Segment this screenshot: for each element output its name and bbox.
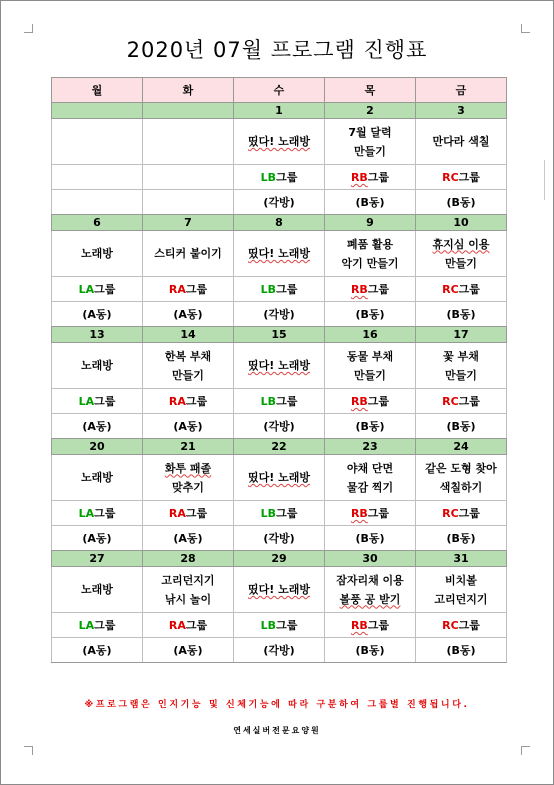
activity-cell bbox=[325, 455, 416, 501]
group-row bbox=[52, 389, 507, 414]
group-label bbox=[351, 507, 389, 520]
weekday-header: 화 bbox=[143, 78, 234, 103]
group-suffix: 그룹 bbox=[367, 619, 390, 632]
date-cell: 24 bbox=[416, 439, 507, 455]
activity-cell bbox=[416, 343, 507, 389]
group-label bbox=[261, 507, 298, 520]
group-code: RB bbox=[350, 507, 368, 520]
location-cell: (A동) bbox=[52, 302, 143, 327]
activity-line: 휴지심 이용 bbox=[432, 237, 490, 251]
activity-cell bbox=[143, 455, 234, 501]
activity-line: 볼풍 공 받기 bbox=[339, 592, 401, 606]
group-cell bbox=[52, 389, 143, 414]
group-code: RC bbox=[442, 283, 459, 296]
activity-cell bbox=[52, 567, 143, 613]
activity-cell bbox=[234, 343, 325, 389]
group-cell bbox=[234, 165, 325, 190]
activity-line: 낚시 놀이 bbox=[164, 592, 212, 606]
activity-cell bbox=[52, 119, 143, 165]
location-cell: (A동) bbox=[143, 526, 234, 551]
activity-cell bbox=[234, 455, 325, 501]
group-suffix: 그룹 bbox=[458, 507, 480, 520]
activity-cell bbox=[234, 567, 325, 613]
group-label bbox=[351, 619, 389, 632]
group-label bbox=[351, 171, 389, 184]
group-code: RB bbox=[350, 619, 368, 632]
activity-line: 띴다! 노래방 bbox=[248, 247, 310, 260]
footer-institution: 연세실버전문요양원 bbox=[233, 726, 321, 735]
location-cell: (A동) bbox=[52, 638, 143, 663]
margin-corner-mark bbox=[521, 24, 530, 33]
location-cell: (각방) bbox=[234, 302, 325, 327]
group-code: RA bbox=[168, 619, 186, 632]
group-label bbox=[442, 395, 480, 408]
date-cell: 17 bbox=[416, 327, 507, 343]
group-suffix: 그룹 bbox=[367, 507, 390, 520]
activity-line: 화투 패졸 bbox=[164, 461, 212, 475]
group-suffix: 그룹 bbox=[276, 171, 298, 184]
margin-corner-mark bbox=[24, 746, 33, 755]
group-code: RC bbox=[442, 171, 459, 184]
activity-cell bbox=[234, 119, 325, 165]
date-cell: 23 bbox=[325, 439, 416, 455]
activity-line: 만들기 bbox=[172, 368, 204, 382]
date-row bbox=[52, 215, 507, 231]
schedule-body bbox=[52, 103, 507, 663]
activity-line: 만들기 bbox=[354, 144, 386, 158]
activity-line: 띴다! 노래방 bbox=[248, 135, 310, 148]
location-cell: (B동) bbox=[325, 302, 416, 327]
activity-line: 만다라 색칠 bbox=[432, 135, 490, 148]
group-cell bbox=[234, 277, 325, 302]
activity-cell bbox=[52, 455, 143, 501]
weekday-header: 목 bbox=[325, 78, 416, 103]
group-cell bbox=[143, 501, 234, 526]
location-cell: (A동) bbox=[143, 414, 234, 439]
location-row bbox=[52, 302, 507, 327]
location-cell: (각방) bbox=[234, 526, 325, 551]
group-suffix: 그룹 bbox=[458, 395, 480, 408]
group-code: LA bbox=[78, 395, 95, 408]
location-cell: (B동) bbox=[325, 414, 416, 439]
location-row bbox=[52, 414, 507, 439]
schedule-table bbox=[51, 77, 507, 663]
group-code: LB bbox=[260, 619, 277, 632]
activity-line: 만들기 bbox=[445, 368, 477, 382]
activity-line: 7월 달력 bbox=[348, 125, 392, 139]
group-cell bbox=[52, 165, 143, 190]
group-suffix: 그룹 bbox=[276, 507, 298, 520]
date-cell: 15 bbox=[234, 327, 325, 343]
group-suffix: 그룹 bbox=[458, 171, 480, 184]
location-cell bbox=[143, 190, 234, 215]
location-cell: (A동) bbox=[52, 526, 143, 551]
date-cell bbox=[143, 103, 234, 119]
activity-line: 만들기 bbox=[445, 256, 477, 270]
group-cell bbox=[234, 389, 325, 414]
location-cell: (각방) bbox=[234, 414, 325, 439]
group-code: LB bbox=[260, 507, 277, 520]
group-label bbox=[261, 395, 298, 408]
group-cell bbox=[143, 389, 234, 414]
activity-cell bbox=[325, 567, 416, 613]
group-row bbox=[52, 277, 507, 302]
date-cell: 6 bbox=[52, 215, 143, 231]
group-suffix: 그룹 bbox=[185, 619, 208, 632]
date-cell: 21 bbox=[143, 439, 234, 455]
group-code: LB bbox=[260, 395, 277, 408]
location-row bbox=[52, 638, 507, 663]
location-cell: (B동) bbox=[416, 526, 507, 551]
group-code: RA bbox=[168, 395, 186, 408]
group-code: RB bbox=[350, 283, 368, 296]
group-row bbox=[52, 501, 507, 526]
group-code: RA bbox=[168, 283, 186, 296]
activity-line: 한복 부채 bbox=[164, 349, 212, 363]
date-cell: 10 bbox=[416, 215, 507, 231]
group-label bbox=[79, 283, 116, 296]
group-suffix: 그룹 bbox=[94, 395, 116, 408]
date-cell: 8 bbox=[234, 215, 325, 231]
weekday-header: 금 bbox=[416, 78, 507, 103]
activity-line: 노래방 bbox=[81, 247, 113, 260]
group-cell bbox=[416, 389, 507, 414]
activity-line: 노래방 bbox=[81, 471, 113, 484]
date-cell: 13 bbox=[52, 327, 143, 343]
location-row bbox=[52, 526, 507, 551]
location-cell: (A동) bbox=[143, 638, 234, 663]
activity-line: 악기 만들기 bbox=[341, 256, 399, 270]
group-label bbox=[79, 395, 116, 408]
group-suffix: 그룹 bbox=[185, 283, 208, 296]
activity-line: 꽃 부채 bbox=[443, 349, 479, 363]
activity-row bbox=[52, 119, 507, 165]
group-cell bbox=[325, 501, 416, 526]
date-cell: 16 bbox=[325, 327, 416, 343]
group-cell bbox=[52, 277, 143, 302]
activity-line: 동물 부채 bbox=[346, 349, 394, 363]
footnote: ※프로그램은 인지기능 및 신체기능에 따라 구분하여 그룹별 진행됩니다. bbox=[84, 700, 470, 710]
activity-line: 띴다! 노래방 bbox=[248, 359, 310, 372]
activity-line: 띴다! 노래방 bbox=[248, 471, 310, 484]
group-suffix: 그룹 bbox=[94, 283, 116, 296]
group-suffix: 그룹 bbox=[185, 507, 208, 520]
date-cell: 9 bbox=[325, 215, 416, 231]
group-label bbox=[79, 619, 116, 632]
group-cell bbox=[325, 389, 416, 414]
date-cell: 20 bbox=[52, 439, 143, 455]
group-code: RC bbox=[442, 507, 459, 520]
group-cell bbox=[416, 613, 507, 638]
activity-line: 노래방 bbox=[81, 359, 113, 372]
weekday-header: 수 bbox=[234, 78, 325, 103]
group-suffix: 그룹 bbox=[367, 395, 390, 408]
group-cell bbox=[143, 277, 234, 302]
activity-cell bbox=[143, 343, 234, 389]
date-row bbox=[52, 103, 507, 119]
activity-line: 스티커 붙이기 bbox=[154, 247, 222, 260]
activity-cell bbox=[325, 343, 416, 389]
group-code: LB bbox=[260, 283, 277, 296]
activity-line: 색칠하기 bbox=[439, 480, 483, 494]
group-label bbox=[442, 507, 480, 520]
activity-line: 고리던지기 bbox=[161, 573, 215, 587]
group-code: LA bbox=[78, 619, 95, 632]
group-cell bbox=[143, 165, 234, 190]
margin-corner-mark bbox=[24, 24, 33, 33]
group-label bbox=[442, 283, 480, 296]
location-cell: (B동) bbox=[325, 638, 416, 663]
group-cell bbox=[325, 613, 416, 638]
location-cell: (B동) bbox=[416, 190, 507, 215]
location-cell: (B동) bbox=[416, 638, 507, 663]
group-suffix: 그룹 bbox=[458, 619, 480, 632]
group-cell bbox=[325, 277, 416, 302]
activity-line: 고리던지기 bbox=[434, 592, 488, 606]
group-cell bbox=[234, 501, 325, 526]
location-cell: (B동) bbox=[325, 526, 416, 551]
date-cell: 7 bbox=[143, 215, 234, 231]
location-cell: (A동) bbox=[143, 302, 234, 327]
date-cell bbox=[52, 103, 143, 119]
group-code: LA bbox=[78, 507, 95, 520]
date-cell: 31 bbox=[416, 551, 507, 567]
activity-cell bbox=[52, 231, 143, 277]
date-cell: 14 bbox=[143, 327, 234, 343]
activity-cell bbox=[143, 119, 234, 165]
group-label bbox=[351, 395, 389, 408]
activity-cell bbox=[416, 119, 507, 165]
group-suffix: 그룹 bbox=[185, 395, 208, 408]
date-cell: 30 bbox=[325, 551, 416, 567]
group-suffix: 그룹 bbox=[94, 507, 116, 520]
group-code: RB bbox=[350, 395, 368, 408]
group-label bbox=[442, 171, 480, 184]
group-label bbox=[261, 171, 298, 184]
group-code: RA bbox=[168, 507, 186, 520]
activity-row bbox=[52, 567, 507, 613]
activity-cell bbox=[416, 567, 507, 613]
location-row bbox=[52, 190, 507, 215]
activity-cell bbox=[234, 231, 325, 277]
group-cell bbox=[416, 501, 507, 526]
date-row bbox=[52, 439, 507, 455]
weekday-header-row bbox=[52, 78, 507, 103]
group-cell bbox=[143, 613, 234, 638]
group-cell bbox=[416, 277, 507, 302]
date-row bbox=[52, 551, 507, 567]
date-row bbox=[52, 327, 507, 343]
group-cell bbox=[325, 165, 416, 190]
activity-cell bbox=[416, 455, 507, 501]
activity-cell bbox=[143, 231, 234, 277]
activity-line: 잠자리채 이용 bbox=[336, 573, 404, 587]
activity-cell bbox=[143, 567, 234, 613]
activity-line: 만들기 bbox=[354, 368, 386, 382]
group-code: RB bbox=[350, 171, 368, 184]
group-suffix: 그룹 bbox=[276, 283, 298, 296]
group-label bbox=[261, 283, 298, 296]
group-code: LA bbox=[78, 283, 95, 296]
activity-line: 물감 찍기 bbox=[346, 480, 394, 494]
weekday-header: 월 bbox=[52, 78, 143, 103]
group-cell bbox=[416, 165, 507, 190]
group-suffix: 그룹 bbox=[276, 619, 298, 632]
activity-row bbox=[52, 231, 507, 277]
group-label bbox=[169, 283, 207, 296]
date-cell: 29 bbox=[234, 551, 325, 567]
group-suffix: 그룹 bbox=[276, 395, 298, 408]
scroll-edge bbox=[544, 160, 545, 200]
group-suffix: 그룹 bbox=[94, 619, 116, 632]
location-cell: (각방) bbox=[234, 190, 325, 215]
date-cell: 28 bbox=[143, 551, 234, 567]
group-cell bbox=[234, 613, 325, 638]
group-code: LB bbox=[260, 171, 277, 184]
group-suffix: 그룹 bbox=[458, 283, 480, 296]
group-cell bbox=[52, 501, 143, 526]
group-cell bbox=[52, 613, 143, 638]
group-label bbox=[351, 283, 389, 296]
activity-line: 같은 도형 찾아 bbox=[425, 461, 497, 475]
group-code: RC bbox=[442, 395, 459, 408]
group-label bbox=[261, 619, 298, 632]
location-cell: (각방) bbox=[234, 638, 325, 663]
group-code: RC bbox=[442, 619, 459, 632]
group-label bbox=[442, 619, 480, 632]
activity-line: 띴다! 노래방 bbox=[248, 583, 310, 596]
date-cell: 22 bbox=[234, 439, 325, 455]
group-label bbox=[169, 395, 207, 408]
location-cell: (B동) bbox=[416, 414, 507, 439]
group-label bbox=[169, 507, 207, 520]
page-title: 2020년 07월 프로그램 진행표 bbox=[126, 38, 428, 62]
activity-cell bbox=[325, 231, 416, 277]
group-label bbox=[169, 619, 207, 632]
location-cell: (B동) bbox=[325, 190, 416, 215]
location-cell: (A동) bbox=[52, 414, 143, 439]
activity-row bbox=[52, 343, 507, 389]
activity-cell bbox=[416, 231, 507, 277]
group-label bbox=[79, 507, 116, 520]
activity-row bbox=[52, 455, 507, 501]
activity-line: 비치볼 bbox=[445, 573, 477, 587]
activity-line: 야채 단면 bbox=[346, 461, 394, 475]
activity-line: 폐품 활용 bbox=[346, 237, 394, 251]
group-suffix: 그룹 bbox=[367, 283, 390, 296]
date-cell: 27 bbox=[52, 551, 143, 567]
activity-cell bbox=[325, 119, 416, 165]
date-cell: 1 bbox=[234, 103, 325, 119]
group-row bbox=[52, 165, 507, 190]
date-cell: 2 bbox=[325, 103, 416, 119]
activity-line: 맞추기 bbox=[172, 480, 204, 494]
group-suffix: 그룹 bbox=[367, 171, 390, 184]
activity-line: 노래방 bbox=[81, 583, 113, 596]
location-cell: (B동) bbox=[416, 302, 507, 327]
location-cell bbox=[52, 190, 143, 215]
group-row bbox=[52, 613, 507, 638]
date-cell: 3 bbox=[416, 103, 507, 119]
margin-corner-mark bbox=[521, 746, 530, 755]
activity-cell bbox=[52, 343, 143, 389]
